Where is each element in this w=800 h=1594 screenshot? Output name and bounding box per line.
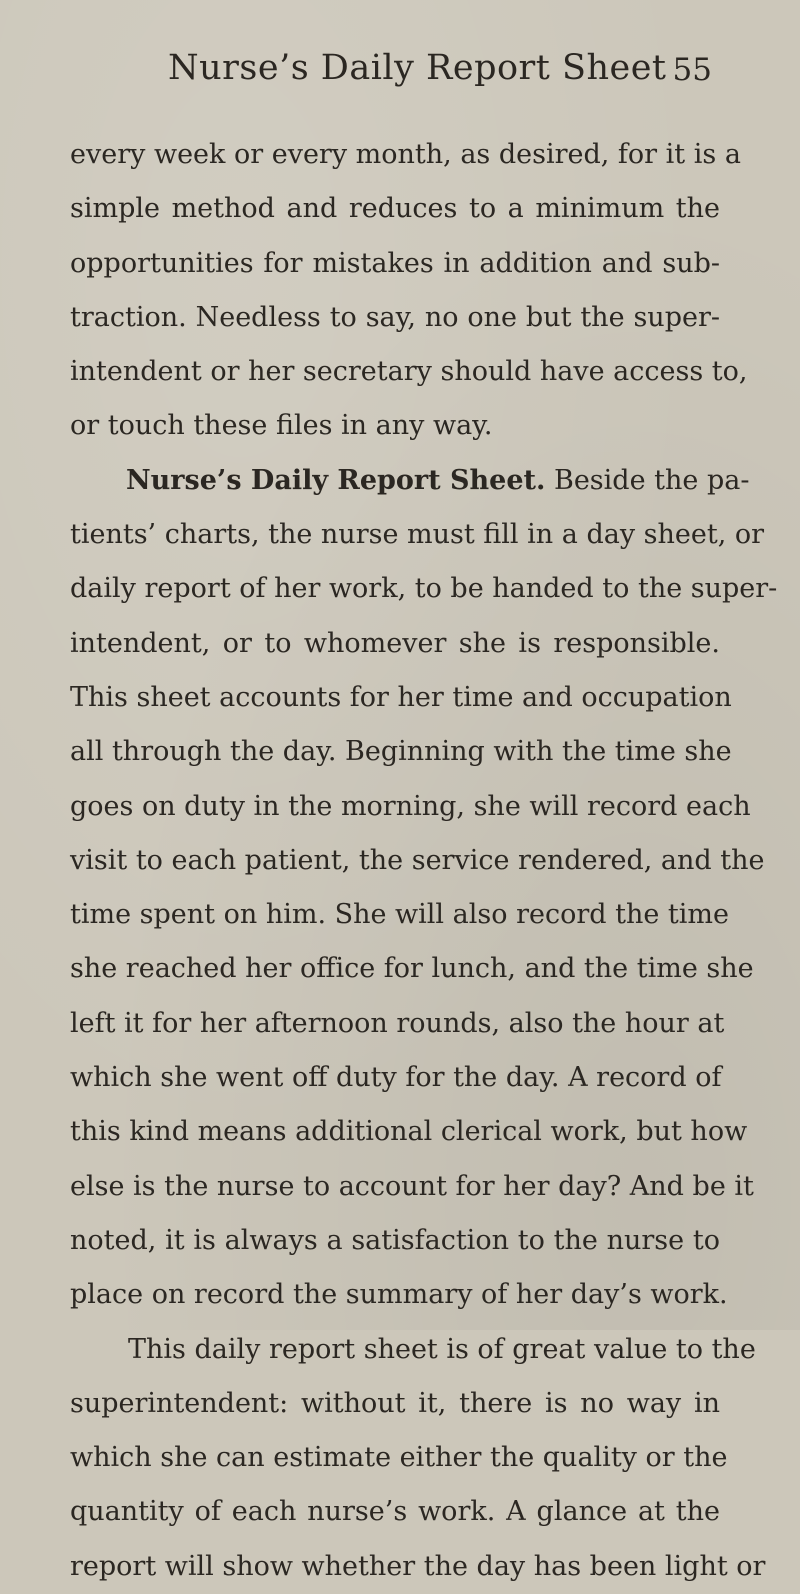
text-line: noted, it is always a satisfaction to the nurse to: [70, 1224, 720, 1256]
body-text: [70, 128, 778, 1594]
text-line: goes on duty in the morning, she will record each: [70, 790, 751, 822]
section-heading-line: [70, 454, 750, 508]
text-line: simple method and reduces to a minimum the: [70, 193, 720, 225]
text-line: all through the day. Beginning with the time she: [70, 736, 732, 768]
text-line: daily report of her work, to be handed to the super-: [70, 573, 778, 605]
text-line: time spent on him. She will also record the time: [70, 899, 729, 931]
text-line: opportunities for mistakes in addition and sub-: [70, 247, 720, 279]
text-line: tients’ charts, the nurse must fill in a day sheet, or: [70, 519, 765, 551]
text-line: This daily report sheet is of great value to the: [128, 1333, 756, 1365]
text-line: traction. Needless to say, no one but the super-: [70, 301, 720, 333]
text-line: visit to each patient, the service rendered, and the: [70, 844, 765, 876]
text-line: place on record the summary of her day’s work.: [70, 1279, 728, 1311]
text-line: This sheet accounts for her time and occupation: [70, 681, 732, 713]
text-line: which she can estimate either the quality or the: [70, 1442, 728, 1474]
text-line: she reached her office for lunch, and the time she: [70, 953, 754, 985]
section-heading-rest: Beside the pa-: [553, 464, 750, 496]
text-line: quantity of each nurse’s work. A glance at the: [70, 1496, 720, 1528]
text-line: intendent, or to whomever she is responsible.: [70, 627, 720, 659]
text-line: which she went off duty for the day. A record of: [70, 1062, 722, 1094]
page-number: 55: [672, 52, 712, 88]
text-line: or touch these files in any way.: [70, 410, 493, 442]
running-head: [0, 48, 800, 98]
section-heading: Nurse’s Daily Report Sheet.: [126, 464, 546, 496]
text-line: superintendent: without it, there is no way in: [70, 1387, 720, 1419]
text-line: report will show whether the day has been light or: [70, 1550, 766, 1582]
text-line: every week or every month, as desired, for it is a: [70, 139, 741, 170]
text-line: left it for her afternoon rounds, also the hour at: [70, 1007, 725, 1039]
text-line: this kind means additional clerical work, but how: [70, 1116, 748, 1148]
running-title: Nurse’s Daily Report Sheet: [168, 48, 667, 88]
text-line: else is the nurse to account for her day? And be it: [70, 1170, 754, 1202]
text-line: intendent or her secretary should have access to,: [70, 356, 748, 388]
